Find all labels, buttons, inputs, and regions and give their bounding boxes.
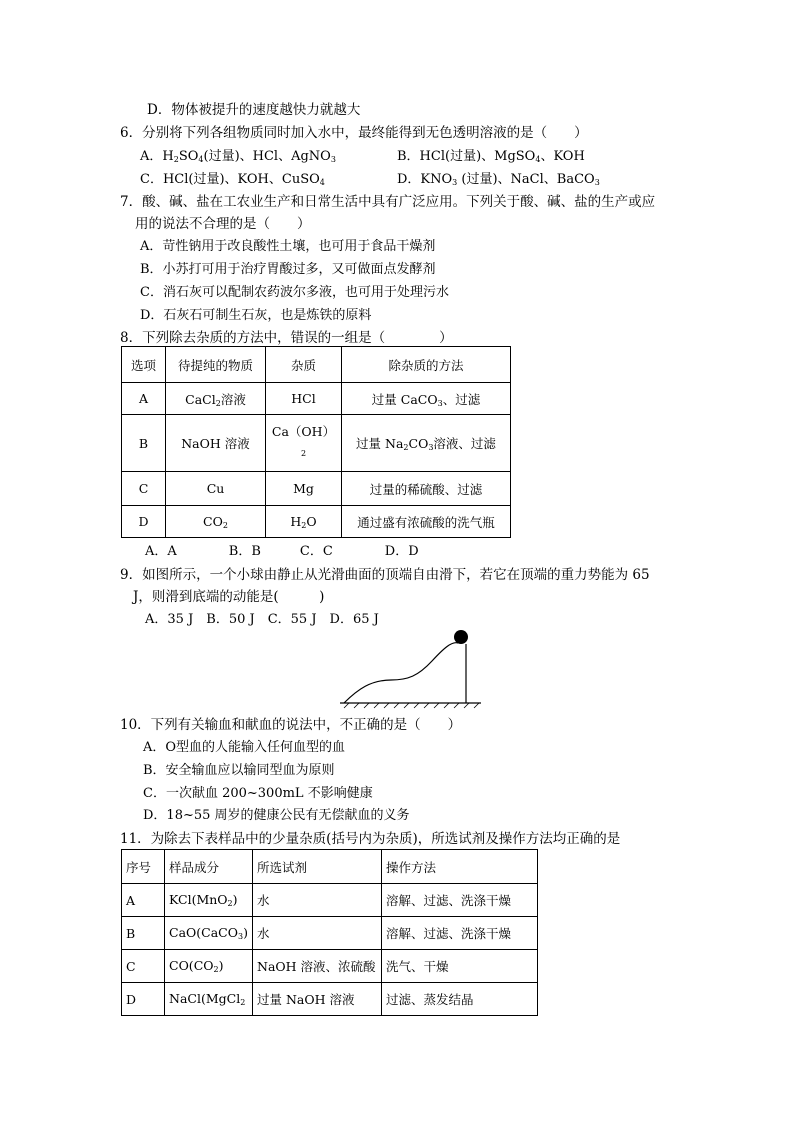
q7-option-a: A．苛性钠用于改良酸性土壤，也可用于食品干燥剂 <box>140 239 436 254</box>
table-row <box>122 950 538 983</box>
q11-header-sample: 样品成分 <box>165 850 253 884</box>
q5-option-d: D．物体被提升的速度越快力就越大 <box>147 102 361 118</box>
q7-stem-line1: 7．酸、碱、盐在工农业生产和日常生活中具有广泛应用。下列关于酸、碱、盐的生产或应 <box>120 194 656 210</box>
q11-header-no: 序号 <box>122 850 165 884</box>
q9-options: A．35 J B．50 J C．55 J D．65 J <box>145 612 379 627</box>
table-row <box>122 415 511 472</box>
q11-header-operation: 操作方法 <box>382 850 538 884</box>
q8-cell-option: C <box>122 472 166 506</box>
q8-cell-substance: CaCl$_2$溶液 <box>166 383 266 415</box>
q11-cell-operation: 溶解、过滤、洗涤干燥 <box>382 917 538 950</box>
q7-option-d: D．石灰石可制生石灰，也是炼铁的原料 <box>140 308 372 323</box>
q8-stem: 8．下列除去杂质的方法中，错误的一组是（ ） <box>120 330 453 346</box>
table-row <box>122 472 511 506</box>
q11-cell-no: B <box>122 917 165 950</box>
q11-cell-no: D <box>122 983 165 1016</box>
q8-cell-method: 通过盛有浓硫酸的洗气瓶 <box>342 506 511 538</box>
q8-header-method: 除杂质的方法 <box>342 347 511 383</box>
q11-cell-operation: 过滤、蒸发结晶 <box>382 983 538 1016</box>
q6-stem: 6．分别将下列各组物质同时加入水中，最终能得到无色透明溶液的是（ ） <box>120 125 588 141</box>
q11-cell-operation: 洗气、干燥 <box>382 950 538 983</box>
q8-cell-substance: Cu <box>166 472 266 506</box>
table-row <box>122 884 538 917</box>
q7-stem-line2: 用的说法不合理的是（ ） <box>135 216 311 232</box>
q10-option-a: A．O型血的人能输入任何血型的血 <box>143 740 346 755</box>
q11-stem: 11．为除去下表样品中的少量杂质(括号内为杂质)，所选试剂及操作方法均正确的是 <box>120 831 621 847</box>
q8-cell-method: 过量 CaCO$_3$、过滤 <box>342 383 511 415</box>
q8-header-row <box>122 347 511 383</box>
q8-cell-impurity: Ca（OH） 2 <box>266 415 342 472</box>
q11-cell-sample: $CO(CO_2)$ <box>165 950 253 983</box>
q8-cell-option: D <box>122 506 166 538</box>
q10-option-b: B．安全输血应以输同型血为原则 <box>143 763 335 778</box>
q11-header-row <box>122 850 538 884</box>
q11-cell-sample: KCl(MnO$_2$) <box>165 884 253 917</box>
q11-cell-reagent: 水 <box>253 884 382 917</box>
q8-header-option: 选项 <box>122 347 166 383</box>
q8-cell-option: B <box>122 415 166 472</box>
ball-on-curved-slope-figure <box>336 624 486 709</box>
q7-option-b: B．小苏打可用于治疗胃酸过多，又可做面点发酵剂 <box>140 262 436 277</box>
table-row <box>122 383 511 415</box>
q11-cell-sample: CaO(CaCO$_3$) <box>165 917 253 950</box>
q8-header-impurity: 杂质 <box>266 347 342 383</box>
q8-header-substance: 待提纯的物质 <box>166 347 266 383</box>
q8-cell-impurity: $H_2O$ <box>266 506 342 538</box>
q6-option-a: A．$H_2SO_4$(过量)、HCl、AgNO$_3$ <box>140 149 336 164</box>
q11-cell-reagent: 水 <box>253 917 382 950</box>
q10-option-c: C．一次献血 200~300mL 不影响健康 <box>143 786 373 801</box>
q8-cell-impurity: Mg <box>266 472 342 506</box>
q9-stem-line1: 9．如图所示，一个小球由静止从光滑曲面的顶端自由滑下，若它在顶端的重力势能为 65 <box>120 567 650 583</box>
q8-options: A．A B．B C．C D．D <box>145 544 419 559</box>
q10-stem: 10．下列有关输血和献血的说法中，不正确的是（ ） <box>120 717 462 733</box>
q7-option-c: C．消石灰可以配制农药波尔多液，也可用于处理污水 <box>140 285 449 300</box>
q11-header-reagent: 所选试剂 <box>253 850 382 884</box>
ground-hatching <box>344 703 479 708</box>
q6-option-c: C．HCl(过量)、KOH、CuSO$_4$ <box>140 172 325 187</box>
q8-table <box>121 346 511 538</box>
ball <box>454 630 468 644</box>
q8-cell-substance: $CO_2$ <box>166 506 266 538</box>
q6-option-b: B．HCl(过量)、MgSO$_4$、KOH <box>397 149 585 164</box>
q11-cell-no: A <box>122 884 165 917</box>
q8-cell-substance: NaOH 溶液 <box>166 415 266 472</box>
curved-slope <box>344 643 458 703</box>
table-row <box>122 917 538 950</box>
q11-cell-reagent: NaOH 溶液、浓硫酸 <box>253 950 382 983</box>
q8-cell-impurity: HCl <box>266 383 342 415</box>
q8-cell-option: A <box>122 383 166 415</box>
q8-cell-method: 过量 $Na_2CO_3$溶液、过滤 <box>342 415 511 472</box>
q11-cell-operation: 溶解、过滤、洗涤干燥 <box>382 884 538 917</box>
q11-cell-no: C <box>122 950 165 983</box>
table-row <box>122 506 511 538</box>
q11-cell-sample: NaCl(MgCl$_2$ <box>165 983 253 1016</box>
q8-cell-method: 过量的稀硫酸、过滤 <box>342 472 511 506</box>
q11-table <box>121 849 538 1016</box>
q6-option-d: D．$KNO_3$ (过量)、NaCl、BaCO$_3$ <box>397 172 600 187</box>
q11-cell-reagent: 过量 NaOH 溶液 <box>253 983 382 1016</box>
q10-option-d: D．18~55 周岁的健康公民有无偿献血的义务 <box>143 808 410 823</box>
table-row <box>122 983 538 1016</box>
q9-stem-line2: J，则滑到底端的动能是( ) <box>133 589 325 605</box>
